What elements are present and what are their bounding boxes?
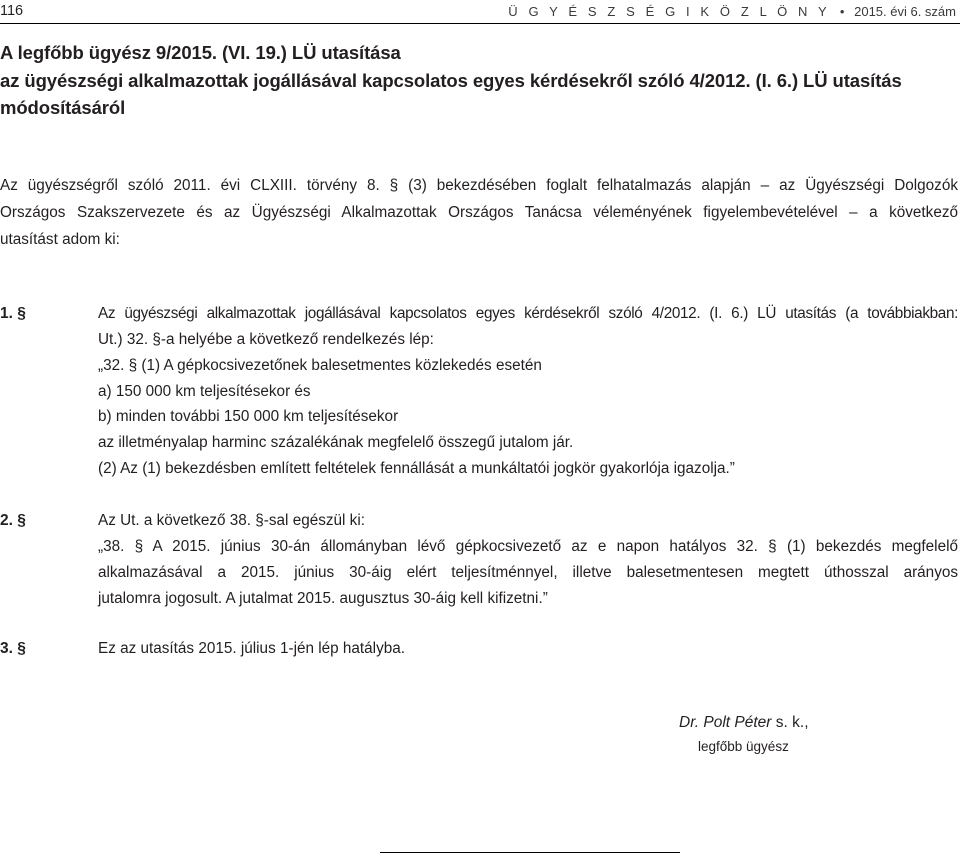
section-2-quote: jutalomra jogosult. A jutalmat 2015. augusztus 30-áig kell kifizetni.” — [98, 590, 548, 607]
section-3-number: 3. § — [0, 640, 26, 657]
section-1-number: 1. § — [0, 305, 26, 322]
preamble-line: Országos Szakszervezete és az Ügyészségi Alkalmazottak Országos Tanácsa véleményének figyelembevételével – a következő — [0, 204, 958, 221]
page-number: 116 — [0, 3, 24, 19]
document-title-line-3: módosításáról — [0, 97, 126, 118]
section-1-quote: „32. § (1) A gépkocsivezetőnek balesetmentes közlekedés esetén — [98, 357, 542, 374]
preamble-line: Az ügyészségről szóló 2011. évi CLXIII. törvény 8. § (3) bekezdésében foglalt felhatalmazás alapján – az Ügyészségi Dolgozók — [0, 177, 958, 194]
preamble — [0, 172, 958, 253]
signatory-title: legfőbb ügyész — [698, 739, 789, 754]
section-2-text: Az Ut. a következő 38. §-sal egészül ki: — [98, 512, 365, 529]
section-2-number: 2. § — [0, 512, 26, 529]
signatory-name — [679, 714, 809, 732]
preamble-line: utasítást adom ki: — [0, 231, 120, 248]
section-2-quote: „38. § A 2015. június 30-án állományban lévő gépkocsivezető az e napon hatályos 32. § (1) bekezdés megfelelő — [98, 538, 958, 555]
header-bullet: • — [839, 4, 845, 19]
section-1-quote: b) minden további 150 000 km teljesítésekor — [98, 408, 399, 425]
section-1-text: Az ügyészségi alkalmazottak jogállásával kapcsolatos egyes kérdésekről szóló 4/2012. (I. 6.) LÜ utasítás (a továbbiakban: — [98, 305, 958, 322]
journal-name: Ü G Y É S Z S É G I K Ö Z L Ö N Y — [508, 4, 831, 19]
section-1-quote: a) 150 000 km teljesítésekor és — [98, 383, 311, 400]
header-rule — [0, 23, 960, 24]
running-header — [508, 4, 956, 19]
section-1-quote: (2) Az (1) bekezdésben említett feltételek fennállását a munkáltatói jogkör gyakorlója igazolja.” — [98, 460, 735, 477]
section-2-quote: alkalmazásával a 2015. június 30-áig elért teljesítménnyel, illetve balesetmentesen megtett úthosszal arányos — [98, 564, 958, 581]
section-1-quote: az illetményalap harminc százalékának megfelelő összegű jutalom jár. — [98, 434, 574, 451]
section-1-text: Ut.) 32. §-a helyébe a következő rendelkezés lép: — [98, 331, 434, 348]
signatory-suffix: s. k., — [771, 714, 809, 731]
issue-label: 2015. évi 6. szám — [854, 4, 956, 19]
signatory-name-italic: Dr. Polt Péter — [679, 714, 772, 731]
document-title-line-2: az ügyészségi alkalmazottak jogállásával kapcsolatos egyes kérdésekről szóló 4/2012. (I. 6.) LÜ utasítás — [0, 70, 902, 91]
document-title-line-1: A legfőbb ügyész 9/2015. (VI. 19.) LÜ utasítása — [0, 42, 401, 63]
section-3-text: Ez az utasítás 2015. július 1-jén lép hatályba. — [98, 640, 405, 657]
